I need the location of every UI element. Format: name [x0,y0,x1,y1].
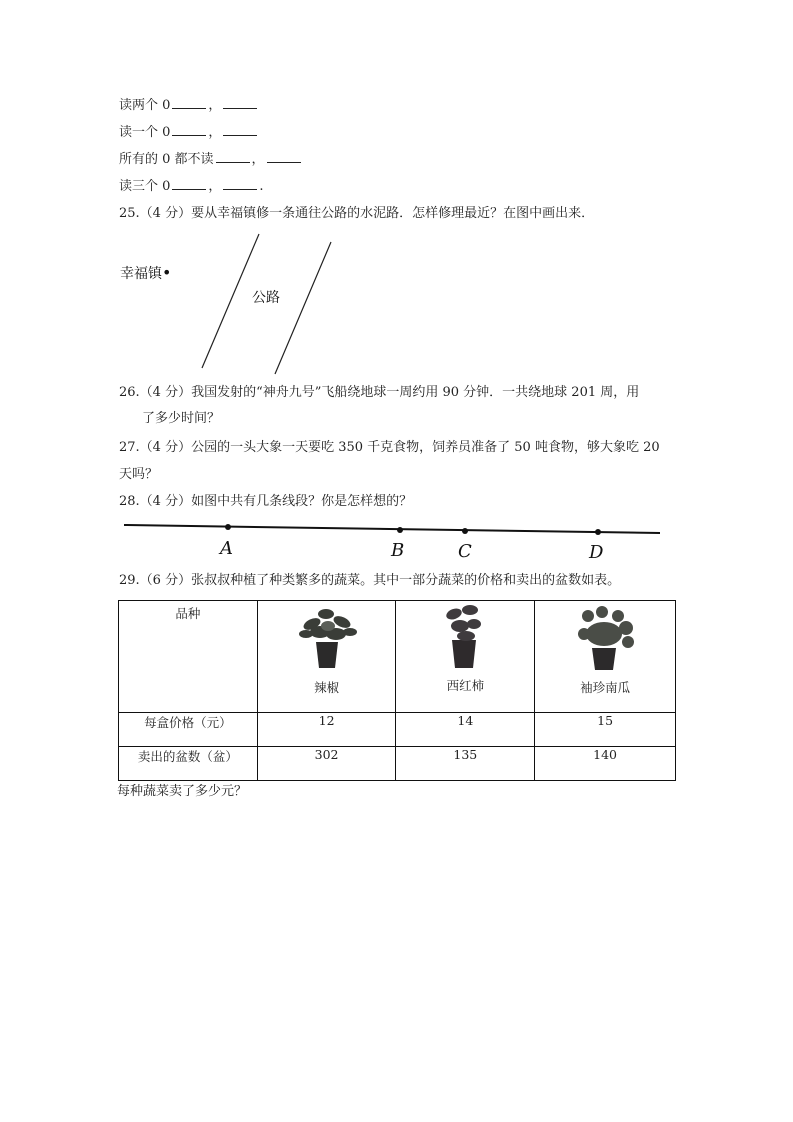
variety-name: 袖珍南瓜 [580,680,631,695]
separator: ， [208,179,222,194]
town-name: 幸福镇 [120,266,162,282]
label-b: B [391,540,405,561]
point-d [595,529,601,535]
separator: ， [208,125,222,140]
variety-name: 辣椒 [314,680,340,695]
fill-prefix: 读两个 0 [119,98,171,113]
line-end: . [259,179,264,194]
sold-tomato: 135 [396,747,535,781]
fill-prefix: 读三个 0 [119,179,171,194]
separator: ， [208,98,222,113]
price-pepper: 12 [257,713,396,747]
header-label: 品种 [175,606,201,621]
point-c [462,528,468,534]
point-b [397,527,403,533]
tomato-plant-icon [440,604,490,670]
sold-pumpkin: 140 [535,747,676,781]
question-26-line2: 了多少时间？ [142,411,221,426]
segment-line [124,525,660,533]
variety-cell-pepper [257,601,396,713]
question-29-ask: 每种蔬菜卖了多少元？ [117,784,248,799]
fill-prefix: 所有的 0 都不读 [119,152,214,167]
label-c: C [458,541,472,562]
road-edge-right [275,242,331,374]
variety-cell-pumpkin [535,601,676,713]
price-pumpkin: 15 [535,713,676,747]
fill-prefix: 读一个 0 [119,125,171,140]
point-a [225,524,231,530]
row-label: 每盒价格（元） [119,713,258,747]
question-25: 25.（4 分）要从幸福镇修一条通往公路的水泥路．怎样修理最近？在图中画出来． [119,206,595,221]
row-label: 卖出的盆数（盆） [119,747,258,781]
question-29: 29.（6 分）张叔叔种植了种类繁多的蔬菜。其中一部分蔬菜的价格和卖出的盆数如表。 [119,573,621,588]
question-27-line1: 27.（4 分）公园的一头大象一天要吃 350 千克食物，饲养员准备了 50 吨食物，够大象吃 20 [119,440,660,455]
label-d: D [589,542,604,563]
table-row-sold [119,747,676,781]
road-label: 公路 [252,290,280,306]
question-27-line2: 天吗？ [119,467,159,482]
pepper-plant-icon [292,604,362,670]
variety-name: 西红柿 [446,678,485,693]
pumpkin-plant-icon [570,604,640,672]
sold-pepper: 302 [257,747,396,781]
question-28: 28.（4 分）如图中共有几条线段？你是怎样想的？ [119,494,413,509]
table-row-price [119,713,676,747]
town-dot-icon: • [162,263,172,282]
label-a: A [220,538,233,559]
table-row-variety [119,601,676,713]
question-26-line1: 26.（4 分）我国发射的“神舟九号”飞船绕地球一周约用 90 分钟．一共绕地球 201 周，用 [119,385,640,400]
separator: ， [251,152,265,167]
vegetable-table [118,600,676,781]
road-edge-left [202,234,259,368]
variety-cell-tomato [396,601,535,713]
header-cell [119,601,258,713]
price-tomato: 14 [396,713,535,747]
